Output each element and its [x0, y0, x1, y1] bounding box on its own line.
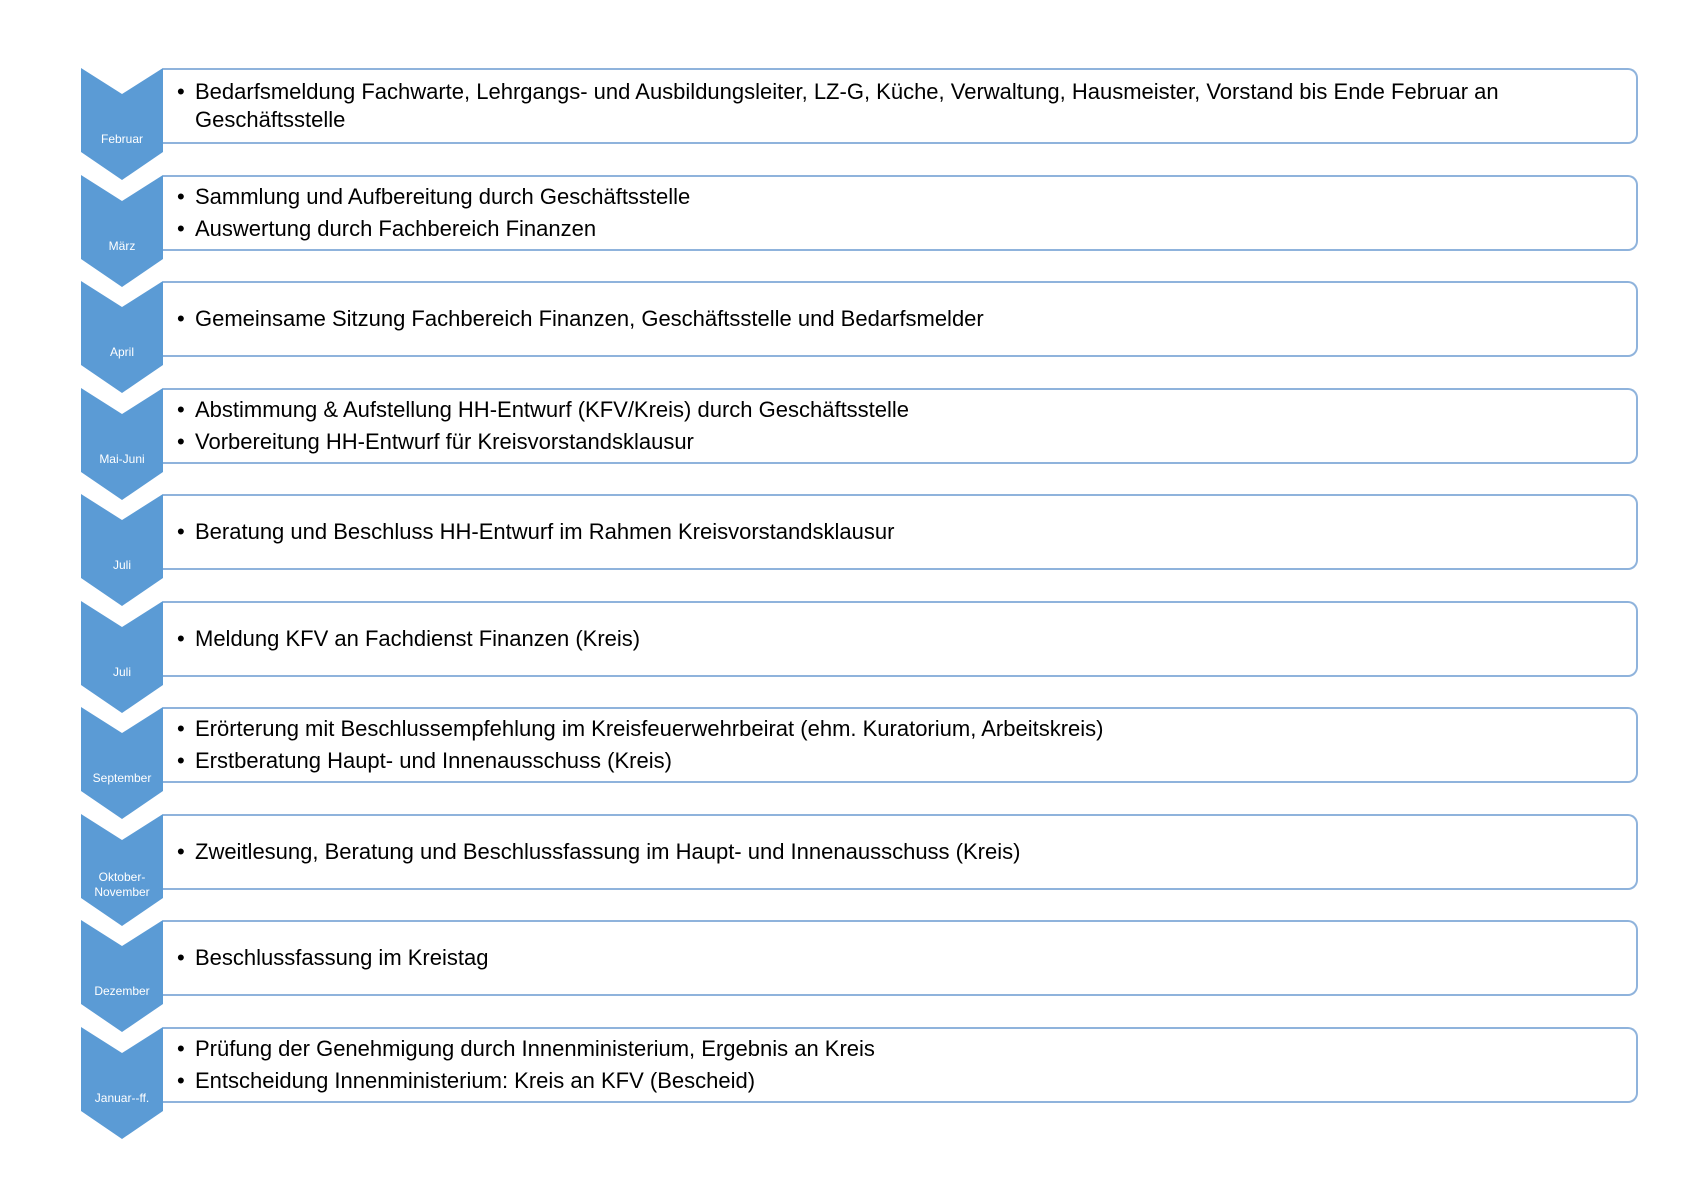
timeline-step: [81, 281, 1649, 393]
step-month-label: März: [108, 238, 136, 253]
bullet-item-text: Beschlussfassung im Kreistag: [195, 945, 489, 970]
bullet-icon: •: [177, 716, 185, 741]
timeline-step: [81, 1027, 1649, 1139]
bullet-item-text: Entscheidung Innenministerium: Kreis an KFV (Bescheid): [195, 1068, 756, 1093]
bullet-item-text: Bedarfsmeldung Fachwarte, Lehrgangs- und Ausbildungsleiter, LZ-G, Küche, Verwaltung, Hausmeister, Vorstand bis Ende Februar an Geschäftsstelle: [195, 79, 1499, 132]
bullet-item: [177, 1067, 1606, 1095]
bullet-icon: •: [177, 306, 185, 331]
step-month-label: September: [92, 770, 152, 785]
step-description-box: [163, 68, 1638, 144]
bullet-item: [177, 944, 1606, 972]
bullet-icon: •: [177, 945, 185, 970]
bullet-icon: •: [177, 1068, 185, 1093]
timeline-step: [81, 175, 1649, 287]
bullet-item: [177, 305, 1606, 333]
bullet-item: [177, 396, 1606, 424]
bullet-icon: •: [177, 626, 185, 651]
bullet-item-text: Sammlung und Aufbereitung durch Geschäftsstelle: [195, 184, 691, 209]
bullet-item-text: Erstberatung Haupt- und Innenausschuss (Kreis): [195, 748, 672, 773]
bullet-item-text: Erörterung mit Beschlussempfehlung im Kreisfeuerwehrbeirat (ehm. Kuratorium, Arbeitskreis): [195, 716, 1104, 741]
step-description-box: [163, 494, 1638, 570]
step-description-box: [163, 920, 1638, 996]
bullet-item: [177, 715, 1606, 743]
bullet-item-text: Abstimmung & Aufstellung HH-Entwurf (KFV/Kreis) durch Geschäftsstelle: [195, 397, 910, 422]
step-month-label: Oktober- November: [94, 870, 150, 899]
bullet-item: [177, 78, 1606, 134]
bullet-item: [177, 518, 1606, 546]
step-month-label: Dezember: [94, 983, 150, 998]
timeline-step: [81, 601, 1649, 713]
bullet-icon: •: [177, 748, 185, 773]
bullet-icon: •: [177, 839, 185, 864]
bullet-icon: •: [177, 397, 185, 422]
step-month-label: April: [109, 344, 134, 359]
bullet-item-text: Prüfung der Genehmigung durch Innenministerium, Ergebnis an Kreis: [195, 1036, 875, 1061]
bullet-item: [177, 215, 1606, 243]
bullet-item-text: Meldung KFV an Fachdienst Finanzen (Kreis): [195, 626, 641, 651]
bullet-item-text: Auswertung durch Fachbereich Finanzen: [195, 216, 597, 241]
timeline-step: [81, 494, 1649, 606]
step-month-label: Juli: [112, 664, 131, 679]
timeline-step: [81, 68, 1649, 180]
step-description-box: [163, 601, 1638, 677]
bullet-item: [177, 747, 1606, 775]
bullet-icon: •: [177, 216, 185, 241]
step-description-box: [163, 175, 1638, 251]
bullet-icon: •: [177, 79, 185, 104]
timeline-step: [81, 388, 1649, 500]
step-month-label: Juli: [112, 557, 131, 572]
step-description-box: [163, 1027, 1638, 1103]
step-month-label: Januar--ff.: [94, 1090, 150, 1105]
bullet-icon: •: [177, 519, 185, 544]
bullet-icon: •: [177, 429, 185, 454]
step-description-box: [163, 388, 1638, 464]
bullet-item: [177, 625, 1606, 653]
bullet-icon: •: [177, 1036, 185, 1061]
step-description-box: [163, 814, 1638, 890]
timeline-step: [81, 814, 1649, 926]
bullet-item-text: Beratung und Beschluss HH-Entwurf im Rahmen Kreisvorstandsklausur: [195, 519, 895, 544]
timeline-step: [81, 707, 1649, 819]
step-month-label: Februar: [100, 131, 144, 146]
bullet-item: [177, 183, 1606, 211]
bullet-item: [177, 428, 1606, 456]
bullet-icon: •: [177, 184, 185, 209]
bullet-item: [177, 838, 1606, 866]
bullet-item: [177, 1035, 1606, 1063]
timeline-step: [81, 920, 1649, 1032]
step-description-box: [163, 281, 1638, 357]
bullet-item-text: Vorbereitung HH-Entwurf für Kreisvorstandsklausur: [195, 429, 694, 454]
bullet-item-text: Gemeinsame Sitzung Fachbereich Finanzen, Geschäftsstelle und Bedarfsmelder: [195, 306, 984, 331]
bullet-item-text: Zweitlesung, Beratung und Beschlussfassung im Haupt- und Innenausschuss (Kreis): [195, 839, 1021, 864]
step-description-box: [163, 707, 1638, 783]
step-month-label: Mai-Juni: [99, 451, 145, 466]
